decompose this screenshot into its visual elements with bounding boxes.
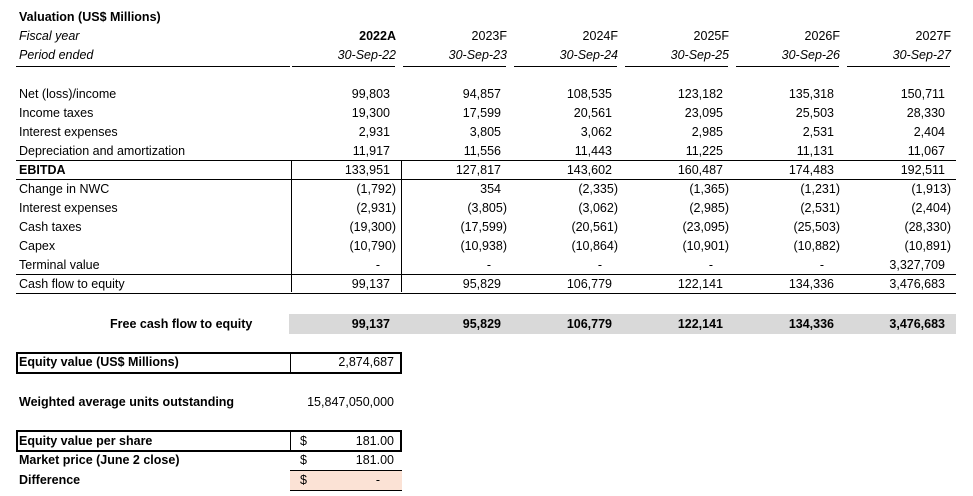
period-header: 30-Sep-25 xyxy=(670,48,729,62)
fcfe-value: 99,137 xyxy=(351,317,390,331)
row-value: (10,882) xyxy=(793,239,840,253)
row-value: 23,095 xyxy=(684,106,723,120)
row-divider xyxy=(16,179,956,180)
row-value: 2,404 xyxy=(913,125,945,139)
row-value: 94,857 xyxy=(462,87,501,101)
row-value: 2,931 xyxy=(358,125,390,139)
row-label: Depreciation and amortization xyxy=(19,144,186,158)
row-value: - xyxy=(708,258,713,272)
row-value: (10,891) xyxy=(904,239,951,253)
row-value: 2,531 xyxy=(802,125,834,139)
row-value: 123,182 xyxy=(677,87,723,101)
row-value: (10,938) xyxy=(460,239,507,253)
row-value: (10,790) xyxy=(349,239,396,253)
row-label: Net (loss)/income xyxy=(19,87,117,101)
period-header: 30-Sep-23 xyxy=(448,48,507,62)
row-value: 133,951 xyxy=(344,163,390,177)
row-value: 2,985 xyxy=(691,125,723,139)
row-value: (25,503) xyxy=(793,220,840,234)
row-value: (2,531) xyxy=(800,201,840,215)
year-header: 2027F xyxy=(915,29,951,43)
row-value: 3,805 xyxy=(469,125,501,139)
market-price-label: Market price (June 2 close) xyxy=(19,453,180,467)
column-border-right xyxy=(401,161,402,292)
difference-label: Difference xyxy=(19,473,81,487)
row-value: (3,062) xyxy=(578,201,618,215)
year-header: 2022A xyxy=(359,29,396,43)
row-value: 106,779 xyxy=(566,277,612,291)
row-label: Cash taxes xyxy=(19,220,82,234)
period-header: 30-Sep-24 xyxy=(559,48,618,62)
sheet-title: Valuation (US$ Millions) xyxy=(19,10,161,24)
difference-underline xyxy=(290,490,402,491)
row-value: (1,913) xyxy=(911,182,951,196)
row-value: 99,137 xyxy=(351,277,390,291)
row-value: 3,327,709 xyxy=(889,258,945,272)
header-underline xyxy=(16,66,290,67)
units-outstanding-label: Weighted average units outstanding xyxy=(19,395,235,409)
row-value: (19,300) xyxy=(349,220,396,234)
row-divider xyxy=(16,274,956,275)
per-share-currency: $ xyxy=(300,434,307,448)
column-border-left xyxy=(291,161,292,292)
row-label: EBITDA xyxy=(19,163,66,177)
per-share-value: 181.00 xyxy=(355,434,394,448)
row-value: (2,404) xyxy=(911,201,951,215)
row-label: Cash flow to equity xyxy=(19,277,125,291)
row-value: (2,931) xyxy=(356,201,396,215)
row-value: 20,561 xyxy=(573,106,612,120)
row-value: 99,803 xyxy=(351,87,390,101)
row-value: - xyxy=(486,258,491,272)
row-value: 3,476,683 xyxy=(889,277,945,291)
row-value: 11,067 xyxy=(907,144,945,158)
row-value: 150,711 xyxy=(900,87,945,101)
row-value: (3,805) xyxy=(467,201,507,215)
row-value: (23,095) xyxy=(682,220,729,234)
market-price-currency: $ xyxy=(300,453,307,467)
row-value: - xyxy=(597,258,602,272)
row-value: (1,231) xyxy=(800,182,840,196)
row-value: 11,225 xyxy=(685,144,723,158)
fcfe-value: 134,336 xyxy=(788,317,834,331)
period-underline xyxy=(403,66,506,67)
row-value: 122,141 xyxy=(677,277,723,291)
row-value: (1,365) xyxy=(689,182,729,196)
difference-value: - xyxy=(375,473,380,487)
row-value: 135,318 xyxy=(788,87,834,101)
row-value: 17,599 xyxy=(462,106,501,120)
year-header: 2023F xyxy=(471,29,507,43)
fcfe-value: 3,476,683 xyxy=(889,317,945,331)
row-value: (28,330) xyxy=(904,220,951,234)
row-label: Income taxes xyxy=(19,106,94,120)
row-value: (17,599) xyxy=(460,220,507,234)
row-value: 25,503 xyxy=(795,106,834,120)
year-header: 2024F xyxy=(582,29,618,43)
fcfe-value: 106,779 xyxy=(566,317,612,331)
row-value: 11,131 xyxy=(796,144,834,158)
row-value: - xyxy=(375,258,380,272)
per-share-divider xyxy=(290,430,291,452)
row-value: 354 xyxy=(480,182,501,196)
row-value: (1,792) xyxy=(356,182,396,196)
row-value: 11,917 xyxy=(352,144,390,158)
equity-value-divider xyxy=(290,352,291,374)
fcfe-value: 122,141 xyxy=(677,317,723,331)
equity-value-label: Equity value (US$ Millions) xyxy=(19,355,179,369)
row-value: 19,300 xyxy=(351,106,390,120)
market-price-value: 181.00 xyxy=(355,453,394,467)
fcfe-value: 95,829 xyxy=(462,317,501,331)
period-underline xyxy=(292,66,395,67)
row-divider xyxy=(16,160,956,161)
fcfe-label: Free cash flow to equity xyxy=(110,317,253,331)
row-value: 108,535 xyxy=(566,87,612,101)
row-value: 127,817 xyxy=(455,163,501,177)
row-label: Terminal value xyxy=(19,258,100,272)
row-label: Interest expenses xyxy=(19,201,118,215)
row-divider xyxy=(16,293,956,294)
row-value: 11,443 xyxy=(574,144,612,158)
row-value: 160,487 xyxy=(677,163,723,177)
row-value: (10,864) xyxy=(571,239,618,253)
difference-currency: $ xyxy=(300,473,307,487)
row-label: Capex xyxy=(19,239,56,253)
row-value: 192,511 xyxy=(900,163,945,177)
row-value: 174,483 xyxy=(788,163,834,177)
period-header: 30-Sep-22 xyxy=(337,48,396,62)
row-label: Change in NWC xyxy=(19,182,110,196)
row-value: 134,336 xyxy=(788,277,834,291)
per-share-label: Equity value per share xyxy=(19,434,153,448)
row-value: (2,985) xyxy=(689,201,729,215)
period-header: 30-Sep-26 xyxy=(781,48,840,62)
equity-value-amount: 2,874,687 xyxy=(338,355,394,369)
row-label: Interest expenses xyxy=(19,125,118,139)
period-underline xyxy=(625,66,728,67)
row-value: (20,561) xyxy=(571,220,618,234)
period-ended-label: Period ended xyxy=(19,48,94,62)
row-value: (10,901) xyxy=(682,239,729,253)
row-value: 95,829 xyxy=(462,277,501,291)
year-header: 2025F xyxy=(693,29,729,43)
fiscal-year-label: Fiscal year xyxy=(19,29,80,43)
period-header: 30-Sep-27 xyxy=(892,48,951,62)
units-outstanding-value: 15,847,050,000 xyxy=(307,395,394,409)
row-value: 3,062 xyxy=(580,125,612,139)
row-value: 11,556 xyxy=(463,144,501,158)
period-underline xyxy=(847,66,950,67)
row-value: 143,602 xyxy=(566,163,612,177)
period-underline xyxy=(736,66,839,67)
row-value: 28,330 xyxy=(906,106,945,120)
year-header: 2026F xyxy=(804,29,840,43)
period-underline xyxy=(514,66,617,67)
row-value: - xyxy=(819,258,824,272)
row-value: (2,335) xyxy=(578,182,618,196)
